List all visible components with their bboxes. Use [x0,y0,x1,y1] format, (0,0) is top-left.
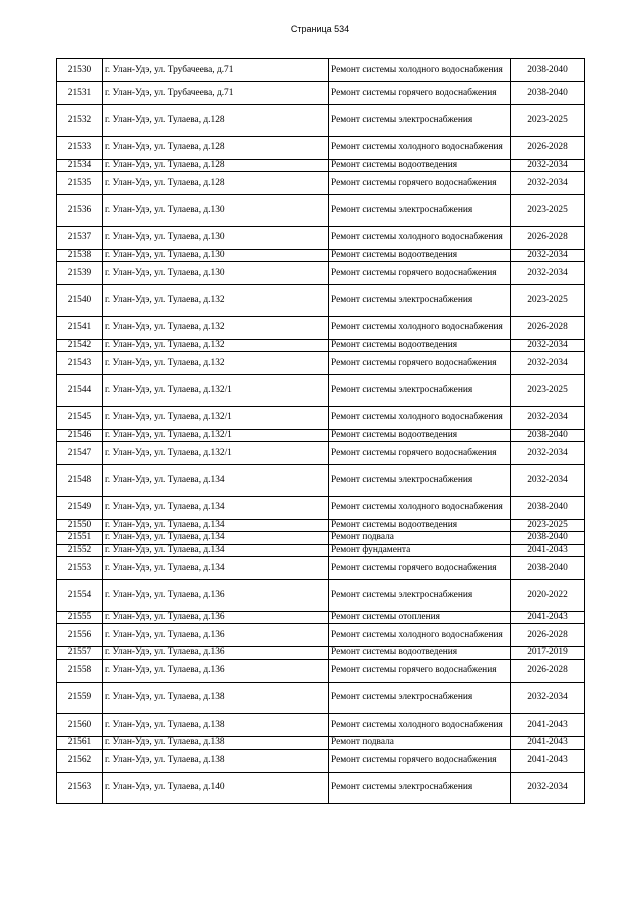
table-row [57,249,585,262]
row-work-type: Ремонт системы холодного водоснабжения [329,496,511,519]
table-row [57,465,585,497]
row-number: 21535 [57,172,103,195]
table-row [57,59,585,82]
row-address: г. Улан-Удэ, ул. Тулаева, д.132/1 [103,375,329,407]
row-work-type: Ремонт системы электроснабжения [329,772,511,804]
table-row [57,82,585,105]
row-number: 21560 [57,714,103,737]
table-row [57,406,585,429]
row-work-type: Ремонт системы отопления [329,611,511,624]
row-address: г. Улан-Удэ, ул. Тулаева, д.134 [103,557,329,580]
row-address: г. Улан-Удэ, ул. Тулаева, д.132 [103,339,329,352]
row-number: 21548 [57,465,103,497]
table-row [57,496,585,519]
page-header: Страница 534 [290,24,350,34]
table-row [57,429,585,442]
row-address: г. Улан-Удэ, ул. Тулаева, д.130 [103,195,329,227]
row-work-type: Ремонт системы водоотведения [329,249,511,262]
row-address: г. Улан-Удэ, ул. Тулаева, д.136 [103,647,329,660]
row-number: 21530 [57,59,103,82]
row-period: 2038-2040 [511,496,585,519]
table-row [57,136,585,159]
row-number: 21541 [57,316,103,339]
row-number: 21536 [57,195,103,227]
table-row [57,580,585,612]
row-number: 21558 [57,659,103,682]
row-period: 2026-2028 [511,659,585,682]
row-period: 2032-2034 [511,352,585,375]
row-address: г. Улан-Удэ, ул. Трубачеева, д.71 [103,59,329,82]
row-number: 21540 [57,285,103,317]
table-row [57,624,585,647]
row-work-type: Ремонт системы электроснабжения [329,195,511,227]
row-address: г. Улан-Удэ, ул. Тулаева, д.134 [103,465,329,497]
table-row [57,647,585,660]
repair-schedule-table [56,58,585,804]
row-period: 2023-2025 [511,375,585,407]
row-address: г. Улан-Удэ, ул. Тулаева, д.138 [103,682,329,714]
row-period: 2041-2043 [511,749,585,772]
table-row [57,352,585,375]
row-period: 2026-2028 [511,624,585,647]
row-number: 21553 [57,557,103,580]
row-period: 2038-2040 [511,557,585,580]
row-address: г. Улан-Удэ, ул. Тулаева, д.132 [103,285,329,317]
table-row [57,749,585,772]
row-address: г. Улан-Удэ, ул. Тулаева, д.128 [103,105,329,137]
row-number: 21543 [57,352,103,375]
row-period: 2038-2040 [511,59,585,82]
row-period: 2017-2019 [511,647,585,660]
row-period: 2041-2043 [511,714,585,737]
row-address: г. Улан-Удэ, ул. Трубачеева, д.71 [103,82,329,105]
row-period: 2032-2034 [511,262,585,285]
row-work-type: Ремонт системы электроснабжения [329,682,511,714]
row-number: 21533 [57,136,103,159]
row-number: 21542 [57,339,103,352]
row-number: 21552 [57,544,103,557]
row-address: г. Улан-Удэ, ул. Тулаева, д.132/1 [103,406,329,429]
table-row [57,316,585,339]
row-work-type: Ремонт системы холодного водоснабжения [329,624,511,647]
table-row [57,285,585,317]
row-period: 2032-2034 [511,772,585,804]
row-work-type: Ремонт системы электроснабжения [329,465,511,497]
row-work-type: Ремонт системы горячего водоснабжения [329,172,511,195]
row-work-type: Ремонт системы электроснабжения [329,105,511,137]
row-work-type: Ремонт системы водоотведения [329,647,511,660]
table-row [57,519,585,532]
table-row [57,195,585,227]
table-row [57,737,585,750]
row-period: 2026-2028 [511,136,585,159]
row-number: 21537 [57,226,103,249]
table-row [57,772,585,804]
row-number: 21534 [57,159,103,172]
row-number: 21544 [57,375,103,407]
row-address: г. Улан-Удэ, ул. Тулаева, д.132/1 [103,429,329,442]
table-row [57,611,585,624]
table-row [57,262,585,285]
row-number: 21555 [57,611,103,624]
row-work-type: Ремонт системы холодного водоснабжения [329,316,511,339]
row-work-type: Ремонт системы водоотведения [329,519,511,532]
row-period: 2023-2025 [511,519,585,532]
row-number: 21561 [57,737,103,750]
row-address: г. Улан-Удэ, ул. Тулаева, д.132/1 [103,442,329,465]
row-number: 21559 [57,682,103,714]
row-work-type: Ремонт системы холодного водоснабжения [329,226,511,249]
row-address: г. Улан-Удэ, ул. Тулаева, д.136 [103,580,329,612]
row-period: 2038-2040 [511,429,585,442]
row-work-type: Ремонт системы горячего водоснабжения [329,262,511,285]
table-row [57,532,585,545]
row-work-type: Ремонт системы электроснабжения [329,375,511,407]
row-work-type: Ремонт системы холодного водоснабжения [329,406,511,429]
table-row [57,375,585,407]
row-number: 21557 [57,647,103,660]
row-period: 2032-2034 [511,249,585,262]
row-number: 21554 [57,580,103,612]
table-row [57,339,585,352]
row-work-type: Ремонт системы холодного водоснабжения [329,714,511,737]
row-address: г. Улан-Удэ, ул. Тулаева, д.128 [103,159,329,172]
row-address: г. Улан-Удэ, ул. Тулаева, д.138 [103,714,329,737]
row-period: 2032-2034 [511,339,585,352]
row-work-type: Ремонт системы горячего водоснабжения [329,749,511,772]
row-work-type: Ремонт системы водоотведения [329,159,511,172]
row-period: 2023-2025 [511,195,585,227]
row-number: 21547 [57,442,103,465]
table-row [57,544,585,557]
row-address: г. Улан-Удэ, ул. Тулаева, д.134 [103,496,329,519]
table-row [57,659,585,682]
row-work-type: Ремонт подвала [329,737,511,750]
row-address: г. Улан-Удэ, ул. Тулаева, д.130 [103,262,329,285]
table-body [57,59,585,804]
row-number: 21550 [57,519,103,532]
row-work-type: Ремонт системы водоотведения [329,339,511,352]
row-address: г. Улан-Удэ, ул. Тулаева, д.130 [103,249,329,262]
row-address: г. Улан-Удэ, ул. Тулаева, д.128 [103,136,329,159]
row-work-type: Ремонт системы холодного водоснабжения [329,136,511,159]
table-row [57,105,585,137]
row-address: г. Улан-Удэ, ул. Тулаева, д.140 [103,772,329,804]
row-address: г. Улан-Удэ, ул. Тулаева, д.134 [103,519,329,532]
row-address: г. Улан-Удэ, ул. Тулаева, д.132 [103,352,329,375]
row-period: 2026-2028 [511,226,585,249]
row-number: 21538 [57,249,103,262]
row-work-type: Ремонт системы холодного водоснабжения [329,59,511,82]
row-number: 21545 [57,406,103,429]
table-row [57,714,585,737]
row-work-type: Ремонт системы электроснабжения [329,285,511,317]
table-row [57,226,585,249]
row-number: 21556 [57,624,103,647]
row-number: 21549 [57,496,103,519]
row-number: 21562 [57,749,103,772]
row-number: 21563 [57,772,103,804]
row-period: 2038-2040 [511,82,585,105]
table-row [57,442,585,465]
row-work-type: Ремонт системы горячего водоснабжения [329,557,511,580]
row-number: 21539 [57,262,103,285]
row-address: г. Улан-Удэ, ул. Тулаева, д.130 [103,226,329,249]
row-period: 2023-2025 [511,105,585,137]
row-work-type: Ремонт системы горячего водоснабжения [329,352,511,375]
row-work-type: Ремонт системы горячего водоснабжения [329,442,511,465]
row-address: г. Улан-Удэ, ул. Тулаева, д.136 [103,659,329,682]
row-period: 2032-2034 [511,682,585,714]
row-work-type: Ремонт системы электроснабжения [329,580,511,612]
row-work-type: Ремонт системы горячего водоснабжения [329,659,511,682]
row-period: 2041-2043 [511,737,585,750]
row-address: г. Улан-Удэ, ул. Тулаева, д.138 [103,737,329,750]
row-period: 2032-2034 [511,442,585,465]
row-period: 2026-2028 [511,316,585,339]
row-address: г. Улан-Удэ, ул. Тулаева, д.134 [103,532,329,545]
row-period: 2023-2025 [511,285,585,317]
row-address: г. Улан-Удэ, ул. Тулаева, д.136 [103,611,329,624]
row-work-type: Ремонт системы горячего водоснабжения [329,82,511,105]
row-address: г. Улан-Удэ, ул. Тулаева, д.132 [103,316,329,339]
table-row [57,682,585,714]
row-work-type: Ремонт фундамента [329,544,511,557]
row-work-type: Ремонт системы водоотведения [329,429,511,442]
row-address: г. Улан-Удэ, ул. Тулаева, д.128 [103,172,329,195]
row-period: 2032-2034 [511,465,585,497]
row-period: 2020-2022 [511,580,585,612]
row-number: 21531 [57,82,103,105]
table-row [57,172,585,195]
row-period: 2032-2034 [511,172,585,195]
row-number: 21532 [57,105,103,137]
row-work-type: Ремонт подвала [329,532,511,545]
table-row [57,159,585,172]
row-period: 2041-2043 [511,611,585,624]
row-number: 21551 [57,532,103,545]
row-period: 2032-2034 [511,406,585,429]
row-address: г. Улан-Удэ, ул. Тулаева, д.138 [103,749,329,772]
table-row [57,557,585,580]
row-period: 2038-2040 [511,532,585,545]
row-period: 2032-2034 [511,159,585,172]
row-address: г. Улан-Удэ, ул. Тулаева, д.136 [103,624,329,647]
row-number: 21546 [57,429,103,442]
row-address: г. Улан-Удэ, ул. Тулаева, д.134 [103,544,329,557]
row-period: 2041-2043 [511,544,585,557]
